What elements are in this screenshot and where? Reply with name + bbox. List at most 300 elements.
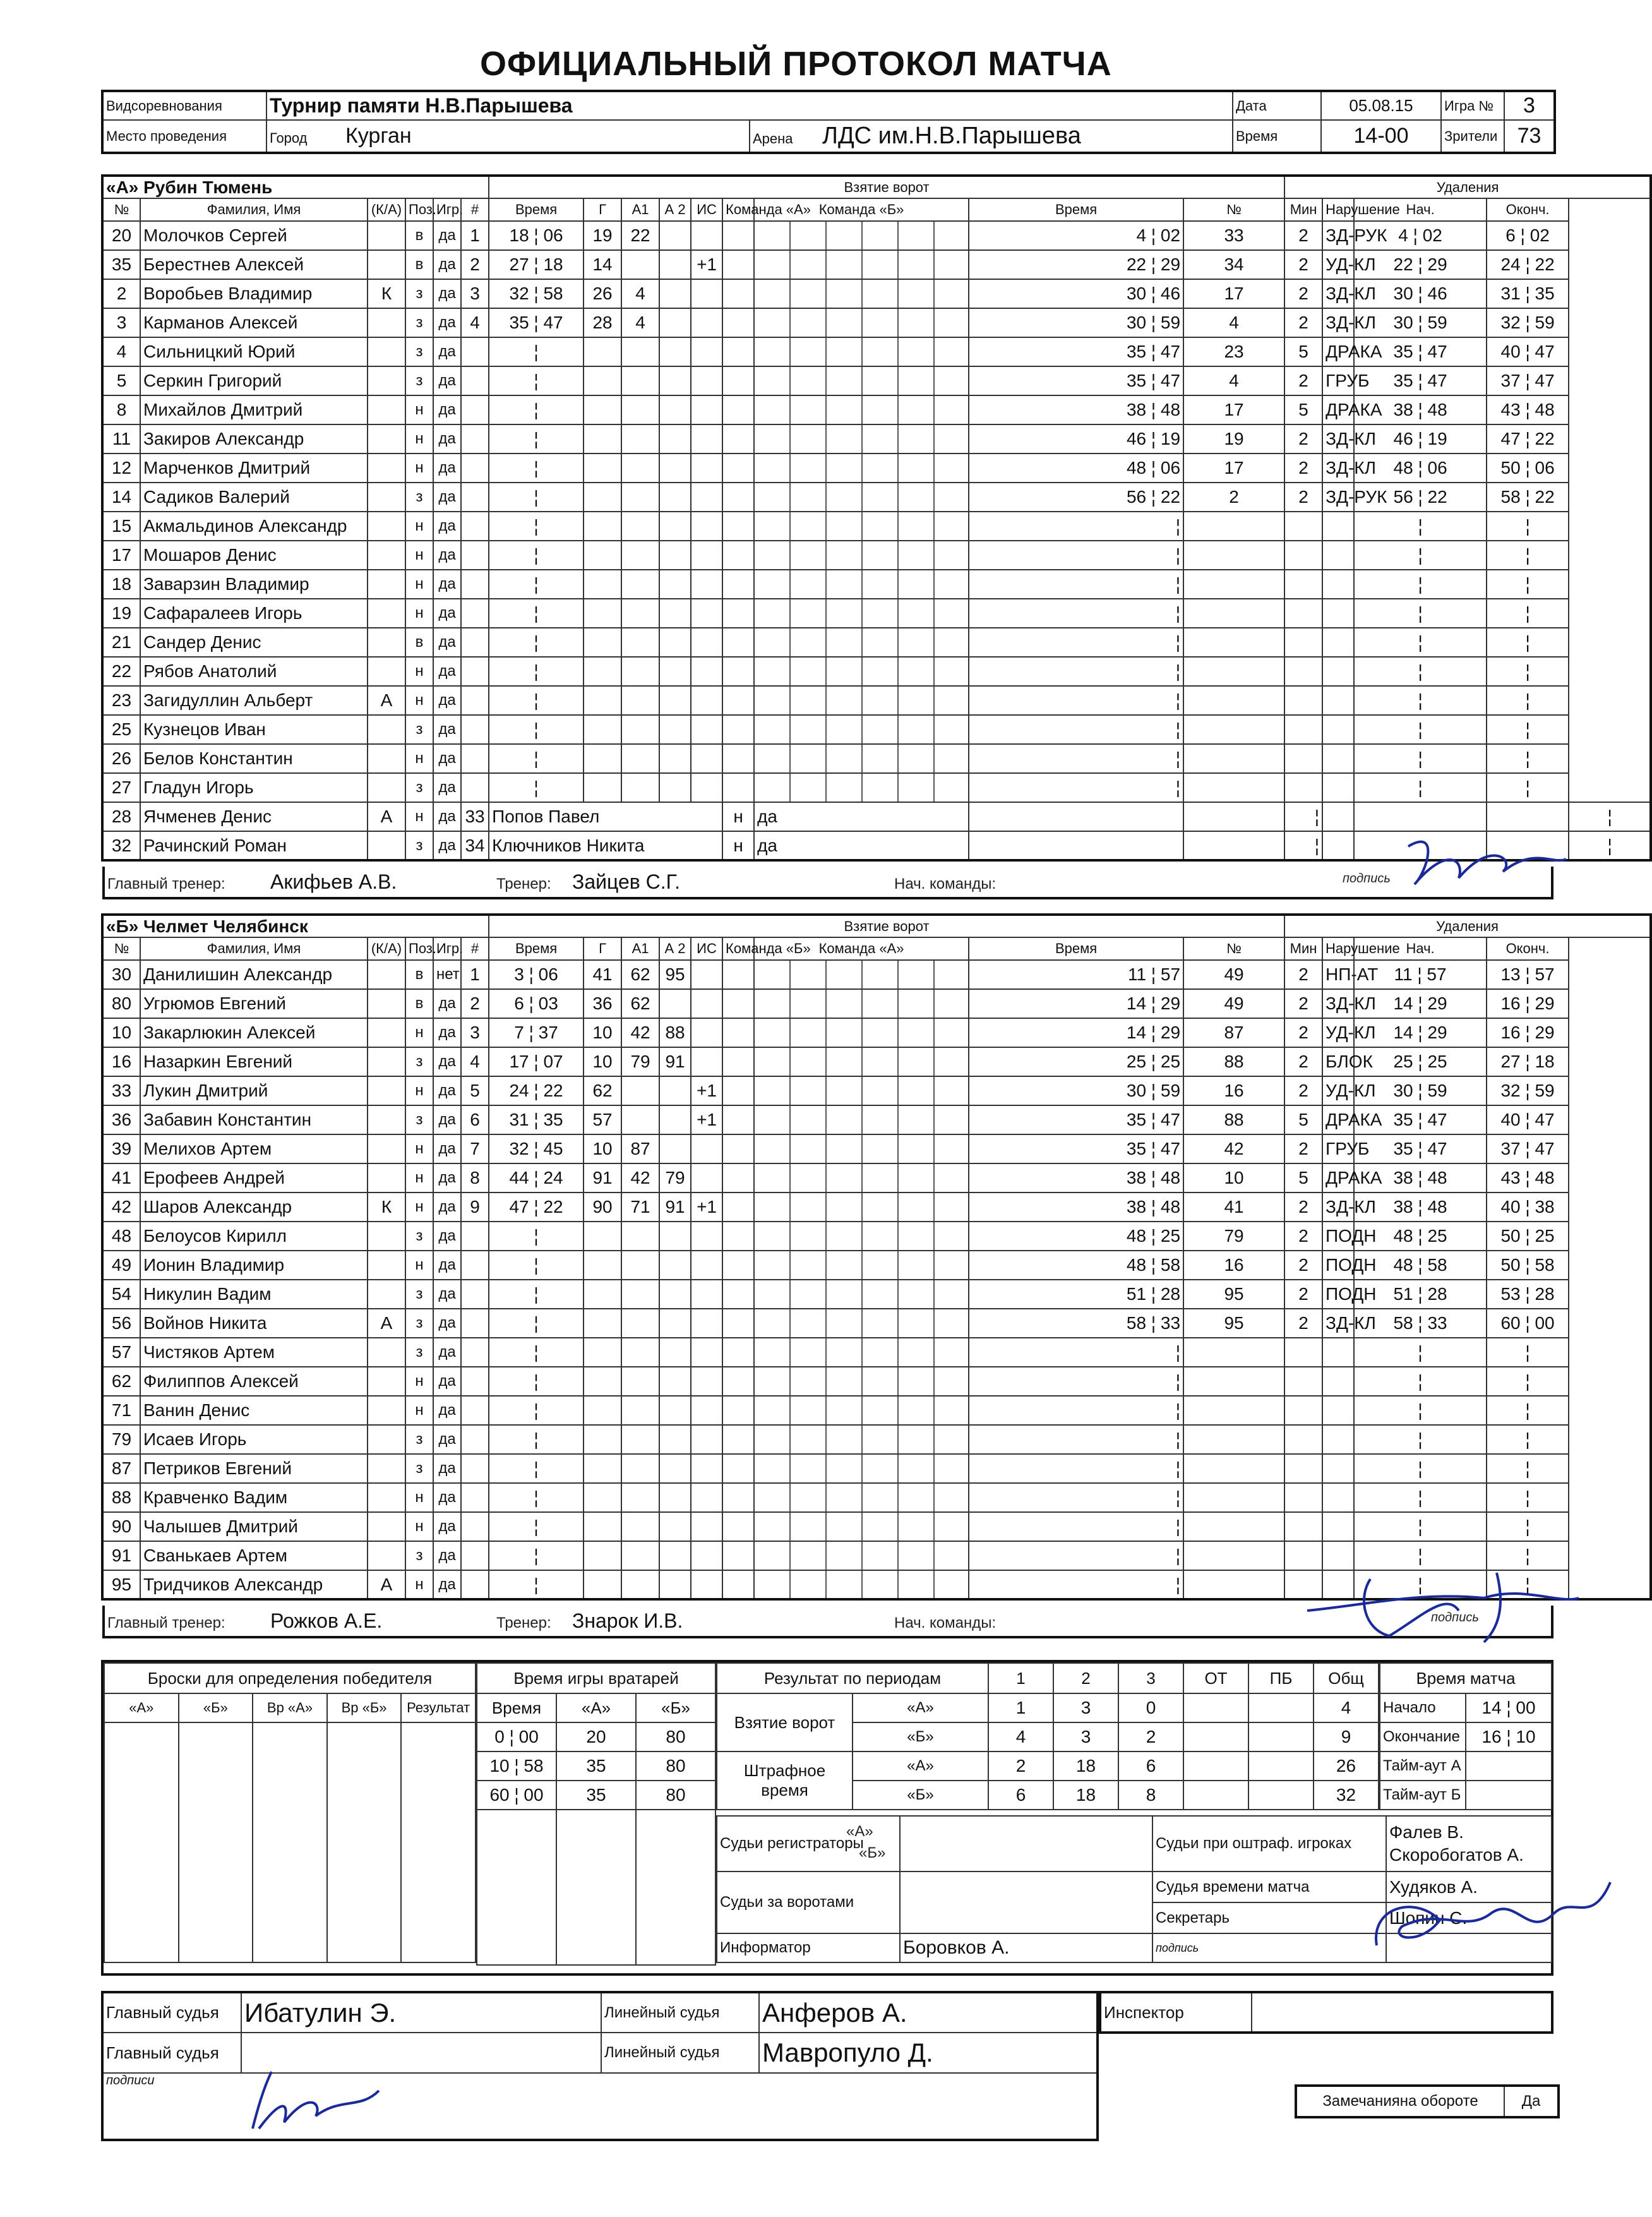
team-b-goal-assist-2 [659,1483,691,1512]
team-b-penalty-time: 14 ¦ 29 [969,989,1183,1018]
team-a-player-number: 25 [102,715,140,744]
team-a-penalty-player: 17 [1183,454,1284,483]
time-judge: Худяков А. [1386,1872,1552,1902]
team-b-player-role [368,1163,405,1193]
team-b-goal-scorer: 10 [584,1018,621,1047]
team-b-player-played: да [433,1338,461,1367]
team-b-penalty-time: 48 ¦ 25 [969,1222,1183,1251]
team-b-penalty-minutes [1284,1425,1322,1454]
team-a-goal-assist-2 [659,221,691,250]
team-a-goal-scorer: 14 [584,250,621,279]
head-coach-label: Главный тренер: [107,875,225,892]
team-a-player-position: н [405,541,433,570]
team-b-penalty-start: 11 ¦ 57 [1354,960,1487,989]
team-a-goal-grid [754,599,969,628]
team-b-penalty-time: 51 ¦ 28 [969,1280,1183,1309]
team-b-goal-strength: +1 [691,1076,722,1105]
team-b-goal-grid [722,1338,754,1367]
team-a-goal-assist-2 [659,570,691,599]
team-a-coach: Зайцев С.Г. [572,870,680,893]
team-a-penalty-time: 30 ¦ 46 [969,279,1183,308]
team-b-goal-strength [691,1018,722,1047]
team-a-goal-time: ¦ [489,337,584,366]
team-b-goal-number [461,1338,489,1367]
team-a-goal-number [461,424,489,454]
team-a-penalty-time: ¦ [969,744,1183,773]
team-b-player-name: Ионин Владимир [140,1251,368,1280]
team-a-penalty-violation [1322,628,1354,657]
team-b-penalty-end: 40 ¦ 38 [1487,1193,1569,1222]
team-a-player-role [368,541,405,570]
team-b-goal-assist-1: 62 [621,989,659,1018]
team-b-penalty-player: 49 [1183,960,1284,989]
team-b-player-position: з [405,1541,433,1570]
team-a-goal-time: ¦ [489,541,584,570]
team-b-goal-number: 1 [461,960,489,989]
period-value: 1 [988,1693,1053,1722]
team-a-goal-time: ¦ [489,686,584,715]
team-a-penalty-time: 4 ¦ 02 [969,221,1183,250]
team-b-penalty-time: 11 ¦ 57 [969,960,1183,989]
team-a-penalty-violation [1322,570,1354,599]
period-title: Результат по периодам [717,1663,988,1693]
team-b-penalty-minutes: 2 [1284,1280,1322,1309]
team-b-player-name: Ерофеев Андрей [140,1163,368,1193]
team-a-player-name: Загидуллин Альберт [140,686,368,715]
team-b-penalty-time: 58 ¦ 33 [969,1309,1183,1338]
team-b-col-header: Команда «Б» [722,937,754,960]
team-a-penalty-violation [1322,686,1354,715]
team-b-penalty-start: ¦ [1354,1541,1487,1570]
team-a-player-played: да [433,570,461,599]
team-a-penalty-player: 33 [1183,221,1284,250]
team-b-goal-grid [722,1570,754,1599]
team-a-player-number: 27 [102,773,140,802]
team-a-player-name: Сандер Денис [140,628,368,657]
team-b-player-played: да [433,989,461,1018]
team-a-goal-scorer [584,599,621,628]
team-a-goal-grid [754,483,969,512]
team-a-goal-strength [691,366,722,395]
team-b-goal-strength: +1 [691,1193,722,1222]
end-mm: 10 [1516,1727,1536,1746]
team-b-goal-grid [754,1570,969,1599]
team-a-penalty-start: ¦ [1354,657,1487,686]
team-a-goal-assist-1: 4 [621,308,659,337]
team-a-penalty-start: ¦ [1354,541,1487,570]
team-a-goal-number [461,337,489,366]
team-a-player-name: Ячменев Денис [140,802,368,831]
team-b-goal-grid [754,1541,969,1570]
team-b-goal-grid [754,1018,969,1047]
team-a-penalty-violation [1322,541,1354,570]
period-row-team: «А» [853,1751,988,1781]
team-a-player-role: К [368,279,405,308]
team-b-goal-grid [722,1425,754,1454]
team-a-goal-scorer [584,483,621,512]
team-a-col-header: Команда «Б» [754,198,969,221]
match-time-title: Время матча [1380,1663,1552,1693]
team-a-player-position: н [405,802,433,831]
team-a-penalty-end: ¦ [1487,628,1569,657]
team-a-player-row [102,512,1651,541]
team-a-penalty-minutes [1284,657,1322,686]
team-b-goal-assist-1 [621,1541,659,1570]
team-a-goal-assist-1 [621,483,659,512]
goalie-a: 35 [556,1751,636,1781]
team-b-player-role [368,1541,405,1570]
team-b-goal-scorer [584,1425,621,1454]
team-a-col-header: (К/А) [368,198,405,221]
team-a-player-played: да [433,657,461,686]
team-a-penalty-time: 30 ¦ 59 [969,308,1183,337]
team-a-player-number: 21 [102,628,140,657]
team-b-penalty-violation: УД-КЛ [1322,1076,1354,1105]
team-b-goal-scorer [584,1251,621,1280]
team-b-goal-strength [691,1280,722,1309]
team-a-player-role [368,337,405,366]
team-b-player-role [368,1396,405,1425]
team-b-goal-assist-2 [659,1134,691,1163]
team-b-penalty-violation: ПОДН [1322,1251,1354,1280]
team-a-penalty-violation: ЗД-КЛ [1322,279,1354,308]
team-b-penalty-time: 35 ¦ 47 [969,1105,1183,1134]
team-b-penalty-player: 10 [1183,1163,1284,1193]
period-value: 26 [1314,1751,1379,1781]
team-b-player-played: да [433,1483,461,1512]
team-b-goal-scorer [584,1483,621,1512]
team-b-goal-number [461,1367,489,1396]
team-b-penalty-start: ¦ [1354,1338,1487,1367]
team-b-penalty-player: 41 [1183,1193,1284,1222]
team-b-col-header: Время [969,937,1183,960]
team-a-penalty-time: ¦ [969,628,1183,657]
team-b-goal-number: 2 [461,989,489,1018]
inspector-table [1099,1991,1553,2034]
team-a-col-header: А1 [621,198,659,221]
team-a-penalty-start: 46 ¦ 19 [1354,424,1487,454]
team-b-penalty-minutes: 2 [1284,1134,1322,1163]
team-a-player-number: 4 [102,337,140,366]
team-b-player-position: н [405,1367,433,1396]
team-b-penalty-minutes: 5 [1284,1105,1322,1134]
team-b-penalty-player [1183,1454,1284,1483]
team-b-goal-assist-2: 79 [659,1163,691,1193]
team-a-penalty-time: 56 ¦ 22 [969,483,1183,512]
team-b-player-number: 57 [102,1338,140,1367]
team-a-goal-grid [754,454,969,483]
team-a-penalty-violation: ЗД-КЛ [1322,424,1354,454]
team-b-penalty-player: 79 [1183,1222,1284,1251]
team-b-goal-number [461,1396,489,1425]
team-a-player-name: Берестнев Алексей [140,250,368,279]
team-b-player-role: К [368,1193,405,1222]
team-a-goal-grid [754,337,969,366]
competition: Турнир памяти Н.В.Парышева [266,91,1233,120]
team-b-goal-grid [722,1396,754,1425]
team-a-player-position: н [405,512,433,541]
period-col-header: Общ [1314,1663,1379,1693]
team-b-player-played: да [433,1193,461,1222]
team-a-player-name: Михайлов Дмитрий [140,395,368,424]
team-a-goal-assist-2 [659,628,691,657]
team-a-goal-grid [722,541,754,570]
team-a-player-number: 23 [102,686,140,715]
team-a-penalty-end: ¦ [1487,715,1569,744]
period-value: 8 [1118,1781,1183,1810]
team-a-goal-assist-2 [659,250,691,279]
team-b-goal-time: ¦ [489,1309,584,1338]
team-a-penalty-time: 35 ¦ 47 [969,337,1183,366]
team-b-goal-time: 31 ¦ 35 [489,1105,584,1134]
city: Курган [345,124,412,148]
team-a-col-header: Команда «А» [722,198,754,221]
team-a-goal-assist-1 [621,541,659,570]
team-a-penalty-time: ¦ [969,715,1183,744]
secretary-label: Секретарь [1152,1902,1386,1933]
team-a-penalty-violation [1322,773,1354,802]
team-a-goal-scorer: 19 [584,221,621,250]
team-a-player-row [102,686,1651,715]
team-b-player-played: да [433,1512,461,1541]
team-b-player-number: 79 [102,1425,140,1454]
team-a-extra-name: Попов Павел [489,802,722,831]
team-b-goal-scorer [584,1454,621,1483]
team-b-goal-strength [691,1454,722,1483]
team-a-penalty-violation: ЗД-КЛ [1322,308,1354,337]
team-b-penalty-violation [1322,1425,1354,1454]
main-referee-label: Главный судья [102,1992,241,2033]
team-a-penalty-time: ¦ [969,541,1183,570]
team-b-player-row [102,1018,1651,1047]
period-col-header: 2 [1053,1663,1118,1693]
team-a-col-header: Г [584,198,621,221]
team-a-player-played: да [433,802,461,831]
coach-label: Тренер: [496,1614,551,1631]
team-b-player-name: Назаркин Евгений [140,1047,368,1076]
team-b-penalty-end: ¦ [1487,1512,1569,1541]
team-b-player-number: 30 [102,960,140,989]
team-a-penalty-violation [1322,512,1354,541]
team-a-goal-scorer [584,715,621,744]
team-b-player-position: з [405,1280,433,1309]
team-a-goal-assist-1 [621,424,659,454]
team-a-goal-number: 3 [461,279,489,308]
team-b-player-role [368,1483,405,1512]
team-a-player-row [102,366,1651,395]
team-a-player-role [368,250,405,279]
team-b-penalty-time: ¦ [969,1570,1183,1599]
team-b-goal-grid [722,1280,754,1309]
team-a-player-position: н [405,570,433,599]
team-a-col-header: ИС [691,198,722,221]
team-b-player-number: 88 [102,1483,140,1512]
goalie-b: 80 [636,1781,715,1810]
penalty-judges-label: Судьи при оштраф. игроках [1152,1816,1386,1872]
team-b-penalty-minutes [1284,1396,1322,1425]
team-a-player-position: в [405,250,433,279]
team-b-goal-strength [691,1541,722,1570]
team-a-goal-strength [691,395,722,424]
team-a-goal-number [461,395,489,424]
team-b-player-row [102,1512,1651,1541]
team-b-player-role [368,1076,405,1105]
team-b-penalty-player: 16 [1183,1251,1284,1280]
team-b-col-header: № [1183,937,1284,960]
team-a-goal-scorer [584,686,621,715]
team-b-player-name: Угрюмов Евгений [140,989,368,1018]
team-b-goal-strength [691,1425,722,1454]
team-b-penalty-time: ¦ [969,1338,1183,1367]
team-b-penalty-violation: НП-АТ [1322,960,1354,989]
period-col-header: ПБ [1248,1663,1314,1693]
team-a-player-name: Сильницкий Юрий [140,337,368,366]
team-b-goal-grid [722,1512,754,1541]
goalie-b: 80 [636,1751,715,1781]
team-b-goal-grid [722,1454,754,1483]
game-number: 3 [1504,91,1555,120]
end-label: Окончание [1380,1722,1466,1751]
team-a-penalty-start: 35 ¦ 47 [1354,337,1487,366]
team-a-goal-grid [722,715,754,744]
team-a-penalty-end: ¦ [1487,744,1569,773]
team-b-goal-strength [691,1251,722,1280]
team-a-goal-assist-1 [621,366,659,395]
team-b-player-name: Чалышев Дмитрий [140,1512,368,1541]
team-b-goal-assist-1 [621,1251,659,1280]
team-a-col-header: Фамилия, Имя [140,198,368,221]
team-a-player-role [368,512,405,541]
team-b-player-played: да [433,1134,461,1163]
team-a-goal-scorer [584,424,621,454]
team-a-player-position: н [405,424,433,454]
team-a-player-row [102,744,1651,773]
team-a-goal-number [461,570,489,599]
team-a-player-number: 22 [102,657,140,686]
team-a-goal-strength [691,308,722,337]
team-a-goal-grid [1183,802,1284,831]
period-value [1183,1781,1248,1810]
team-b-goal-grid [754,1367,969,1396]
team-a-penalty-end: 40 ¦ 47 [1487,337,1569,366]
team-a-goal-grid [754,279,969,308]
team-b-penalty-time: ¦ [969,1512,1183,1541]
team-a-penalty-player: 19 [1183,424,1284,454]
team-a-penalty-end: ¦ [1487,686,1569,715]
team-b-penalty-time: 35 ¦ 47 [969,1134,1183,1163]
team-b-penalty-end: ¦ [1487,1483,1569,1512]
team-a-goal-number [461,512,489,541]
team-a-penalty-start: ¦ [1354,599,1487,628]
team-a-goal-grid [754,221,969,250]
team-a-penalty-time: ¦ [1284,831,1322,860]
team-a-penalty-player: 17 [1183,395,1284,424]
team-a-penalty-minutes: 2 [1284,308,1322,337]
team-b-coach: Знарок И.В. [572,1609,683,1632]
team-b-player-name: Ванин Денис [140,1396,368,1425]
team-b-penalty-start: 38 ¦ 48 [1354,1163,1487,1193]
period-value: 4 [988,1722,1053,1751]
team-a-penalty-player: 2 [1183,483,1284,512]
team-b-penalty-violation: ЗД-КЛ [1322,1309,1354,1338]
team-a-goal-strength [691,424,722,454]
linesman-label-2: Линейный судья [601,2033,759,2073]
team-b-col-header: Нарушение [1322,937,1354,960]
team-a-goal-assist-1 [621,686,659,715]
team-b-goal-number [461,1541,489,1570]
team-a-goal-strength: +1 [691,250,722,279]
team-a-goal-grid [722,424,754,454]
team-a-player-row [102,599,1651,628]
team-b-goal-assist-1 [621,1425,659,1454]
team-a-penalty-minutes [1284,715,1322,744]
team-a-penalty-player [1183,541,1284,570]
team-b-goal-number: 4 [461,1047,489,1076]
team-b-player-role [368,1338,405,1367]
team-b-player-played: да [433,1251,461,1280]
team-a-penalty-end: 43 ¦ 48 [1487,395,1569,424]
team-b-player-name: Мелихов Артем [140,1134,368,1163]
team-b-goal-assist-2: 91 [659,1047,691,1076]
team-b-player-row [102,989,1651,1018]
end-hh: 16 [1481,1727,1502,1746]
team-a-goal-grid [722,250,754,279]
team-a-player-row [102,424,1651,454]
team-b-player-name: Сванькаев Артем [140,1541,368,1570]
team-a-goal-strength [691,570,722,599]
period-value [1248,1722,1314,1751]
signature-label: подпись [1431,1611,1479,1625]
team-a-col-header: Время [489,198,584,221]
team-a-goal-assist-2 [659,686,691,715]
team-b-penalty-time: ¦ [969,1367,1183,1396]
team-b-player-role [368,1018,405,1047]
team-b-player-name: Лукин Дмитрий [140,1076,368,1105]
time-label: Время [1233,120,1321,153]
team-a-goal-grid [1183,831,1284,860]
team-b-penalty-player: 42 [1183,1134,1284,1163]
team-a-penalty-player [1183,773,1284,802]
team-b-player-played: да [433,1570,461,1599]
team-a-goal-scorer [584,628,621,657]
head-coach-label: Главный тренер: [107,1614,225,1631]
team-a-penalty-end: 50 ¦ 06 [1487,454,1569,483]
team-b-goal-grid [754,1076,969,1105]
team-b-goal-assist-2 [659,1338,691,1367]
team-b-goal-scorer: 91 [584,1163,621,1193]
team-a-penalty-player [1322,802,1354,831]
team-b-goal-grid [754,1222,969,1251]
team-b-player-position: н [405,1134,433,1163]
team-b-penalty-start: 38 ¦ 48 [1354,1193,1487,1222]
team-a-player-role: А [368,802,405,831]
team-a-goal-strength [691,715,722,744]
team-b-penalty-player: 95 [1183,1309,1284,1338]
team-a-goal-grid [722,366,754,395]
team-b-penalty-time: ¦ [969,1483,1183,1512]
team-a-player-role [368,773,405,802]
team-b-penalty-player: 88 [1183,1047,1284,1076]
team-a-goal-grid [722,221,754,250]
team-b-goal-grid [722,1018,754,1047]
team-a-goal-strength [691,541,722,570]
team-a-player-played: да [433,715,461,744]
team-a-player-row [102,221,1651,250]
team-b-goal-assist-2 [659,1105,691,1134]
team-a-goal-grid [754,395,969,424]
team-a-penalty-start: 35 ¦ 47 [1354,366,1487,395]
team-b-goal-time: ¦ [489,1280,584,1309]
